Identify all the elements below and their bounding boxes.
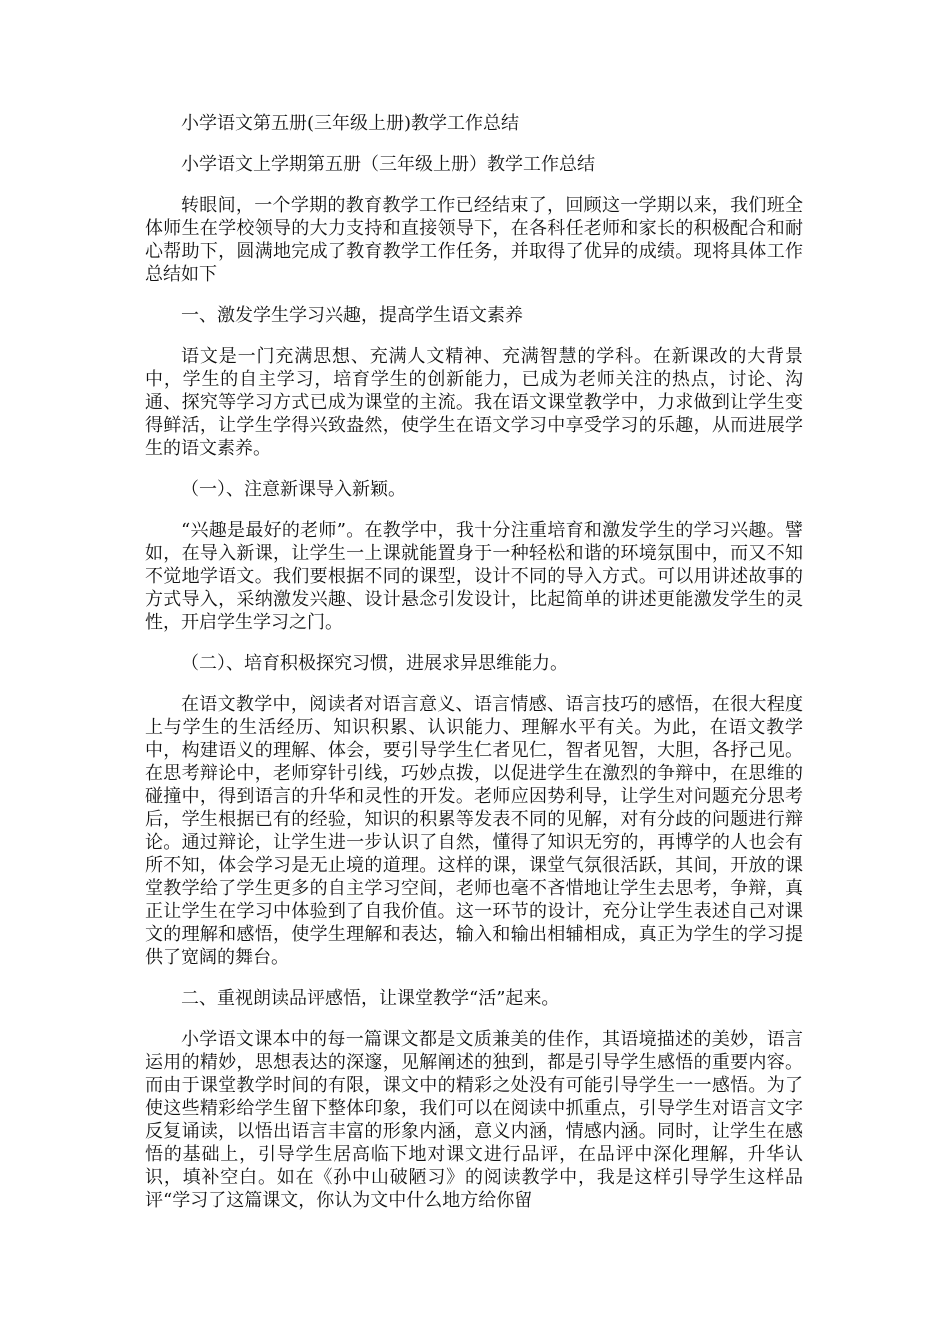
document-subtitle: 小学语文上学期第五册（三年级上册）教学工作总结 — [181, 154, 595, 175]
subsection-2-heading: （二）、培育积极探究习惯，进展求异思维能力。 — [181, 653, 568, 674]
section-2-heading: 二、重视朗读品评感悟，让课堂教学“活”起来。 — [181, 988, 560, 1009]
document-title: 小学语文第五册(三年级上册)教学工作总结 — [181, 113, 520, 134]
section-1-heading: 一、激发学生学习兴趣，提高学生语文素养 — [181, 305, 523, 326]
subsection-2-paragraph: 在语文教学中，阅读者对语言意义、语言情感、语言技巧的感悟，在很大程度上与学生的生活经历、知识积累、认识能力、理解水平有关。为此，在语文教学中，构建语义的理解、体会，要引导学生仁者见仁，智者见智，大胆，各抒己见。在思考辩论中，老师穿针引线，巧妙点拨，以促进学生在激烈的争辩中，在思维的碰撞中，得到语言的升华和灵性的开发。老师应因势利导，让学生对问题充分思考后，学生根据已有的经验，知识的积累等发表不同的见解，对有分歧的问题进行辩论。通过辩论，让学生进一步认识了自然，懂得了知识无穷的，再博学的人也会有所不知，体会学习是无止境的道理。这样的课，课堂气氛很活跃，其间，开放的课堂教学给了学生更多的自主学习空间，老师也毫不吝惜地让学生去思考，争辩，真正让学生在学习中体验到了自我价值。这一环节的设计，充分让学生表述自己对课文的理解和感悟，使学生理解和表达，输入和输出相辅相成，真正为学生的学习提供了宽阔的舞台。 — [145, 694, 803, 968]
subsection-1-paragraph: “兴趣是最好的老师”。在教学中，我十分注重培育和激发学生的学习兴趣。譬如，在导入新课，让学生一上课就能置身于一种轻松和谐的环境氛围中，而又不知不觉地学语文。我们要根据不同的课型，设计不同的导入方式。可以用讲述故事的方式导入，采纳激发兴趣、设计悬念引发设计，比起简单的讲述更能激发学生的灵性，开启学生学习之门。 — [145, 520, 803, 633]
section-1-paragraph: 语文是一门充满思想、充满人文精神、充满智慧的学科。在新课改的大背景中，学生的自主学习，培育学生的创新能力，已成为老师关注的热点，讨论、沟通、探究等学习方式已成为课堂的主流。我在语文课堂教学中，力求做到让学生变得鲜活，让学生学得兴致盎然，使学生在语文学习中享受学习的乐趣，从而进展学生的语文素养。 — [145, 346, 803, 459]
subsection-1-heading: （一）、注意新课导入新颖。 — [181, 479, 406, 500]
document-body — [145, 112, 803, 1230]
intro-paragraph: 转眼间，一个学期的教育教学工作已经结束了，回顾这一学期以来，我们班全体师生在学校领导的大力支持和直接领导下，在各科任老师和家长的积极配合和耐心帮助下，圆满地完成了教育教学工作任务，并取得了优异的成绩。现将具体工作总结如下 — [145, 195, 803, 285]
section-2-paragraph: 小学语文课本中的每一篇课文都是文质兼美的佳作，其语境描述的美妙，语言运用的精妙，思想表达的深邃，见解阐述的独到，都是引导学生感悟的重要内容。而由于课堂教学时间的有限，课文中的精彩之处没有可能引导学生一一感悟。为了使这些精彩给学生留下整体印象，我们可以在阅读中抓重点，引导学生对语言文字反复诵读，以悟出语言丰富的形象内涵，意义内涵，情感内涵。同时，让学生在感悟的基础上，引导学生居高临下地对课文进行品评，在品评中深化理解，升华认识，填补空白。如在《孙中山破陋习》的阅读教学中，我是这样引导学生这样品评“学习了这篇课文，你认为文中什么地方给你留 — [145, 1029, 803, 1211]
